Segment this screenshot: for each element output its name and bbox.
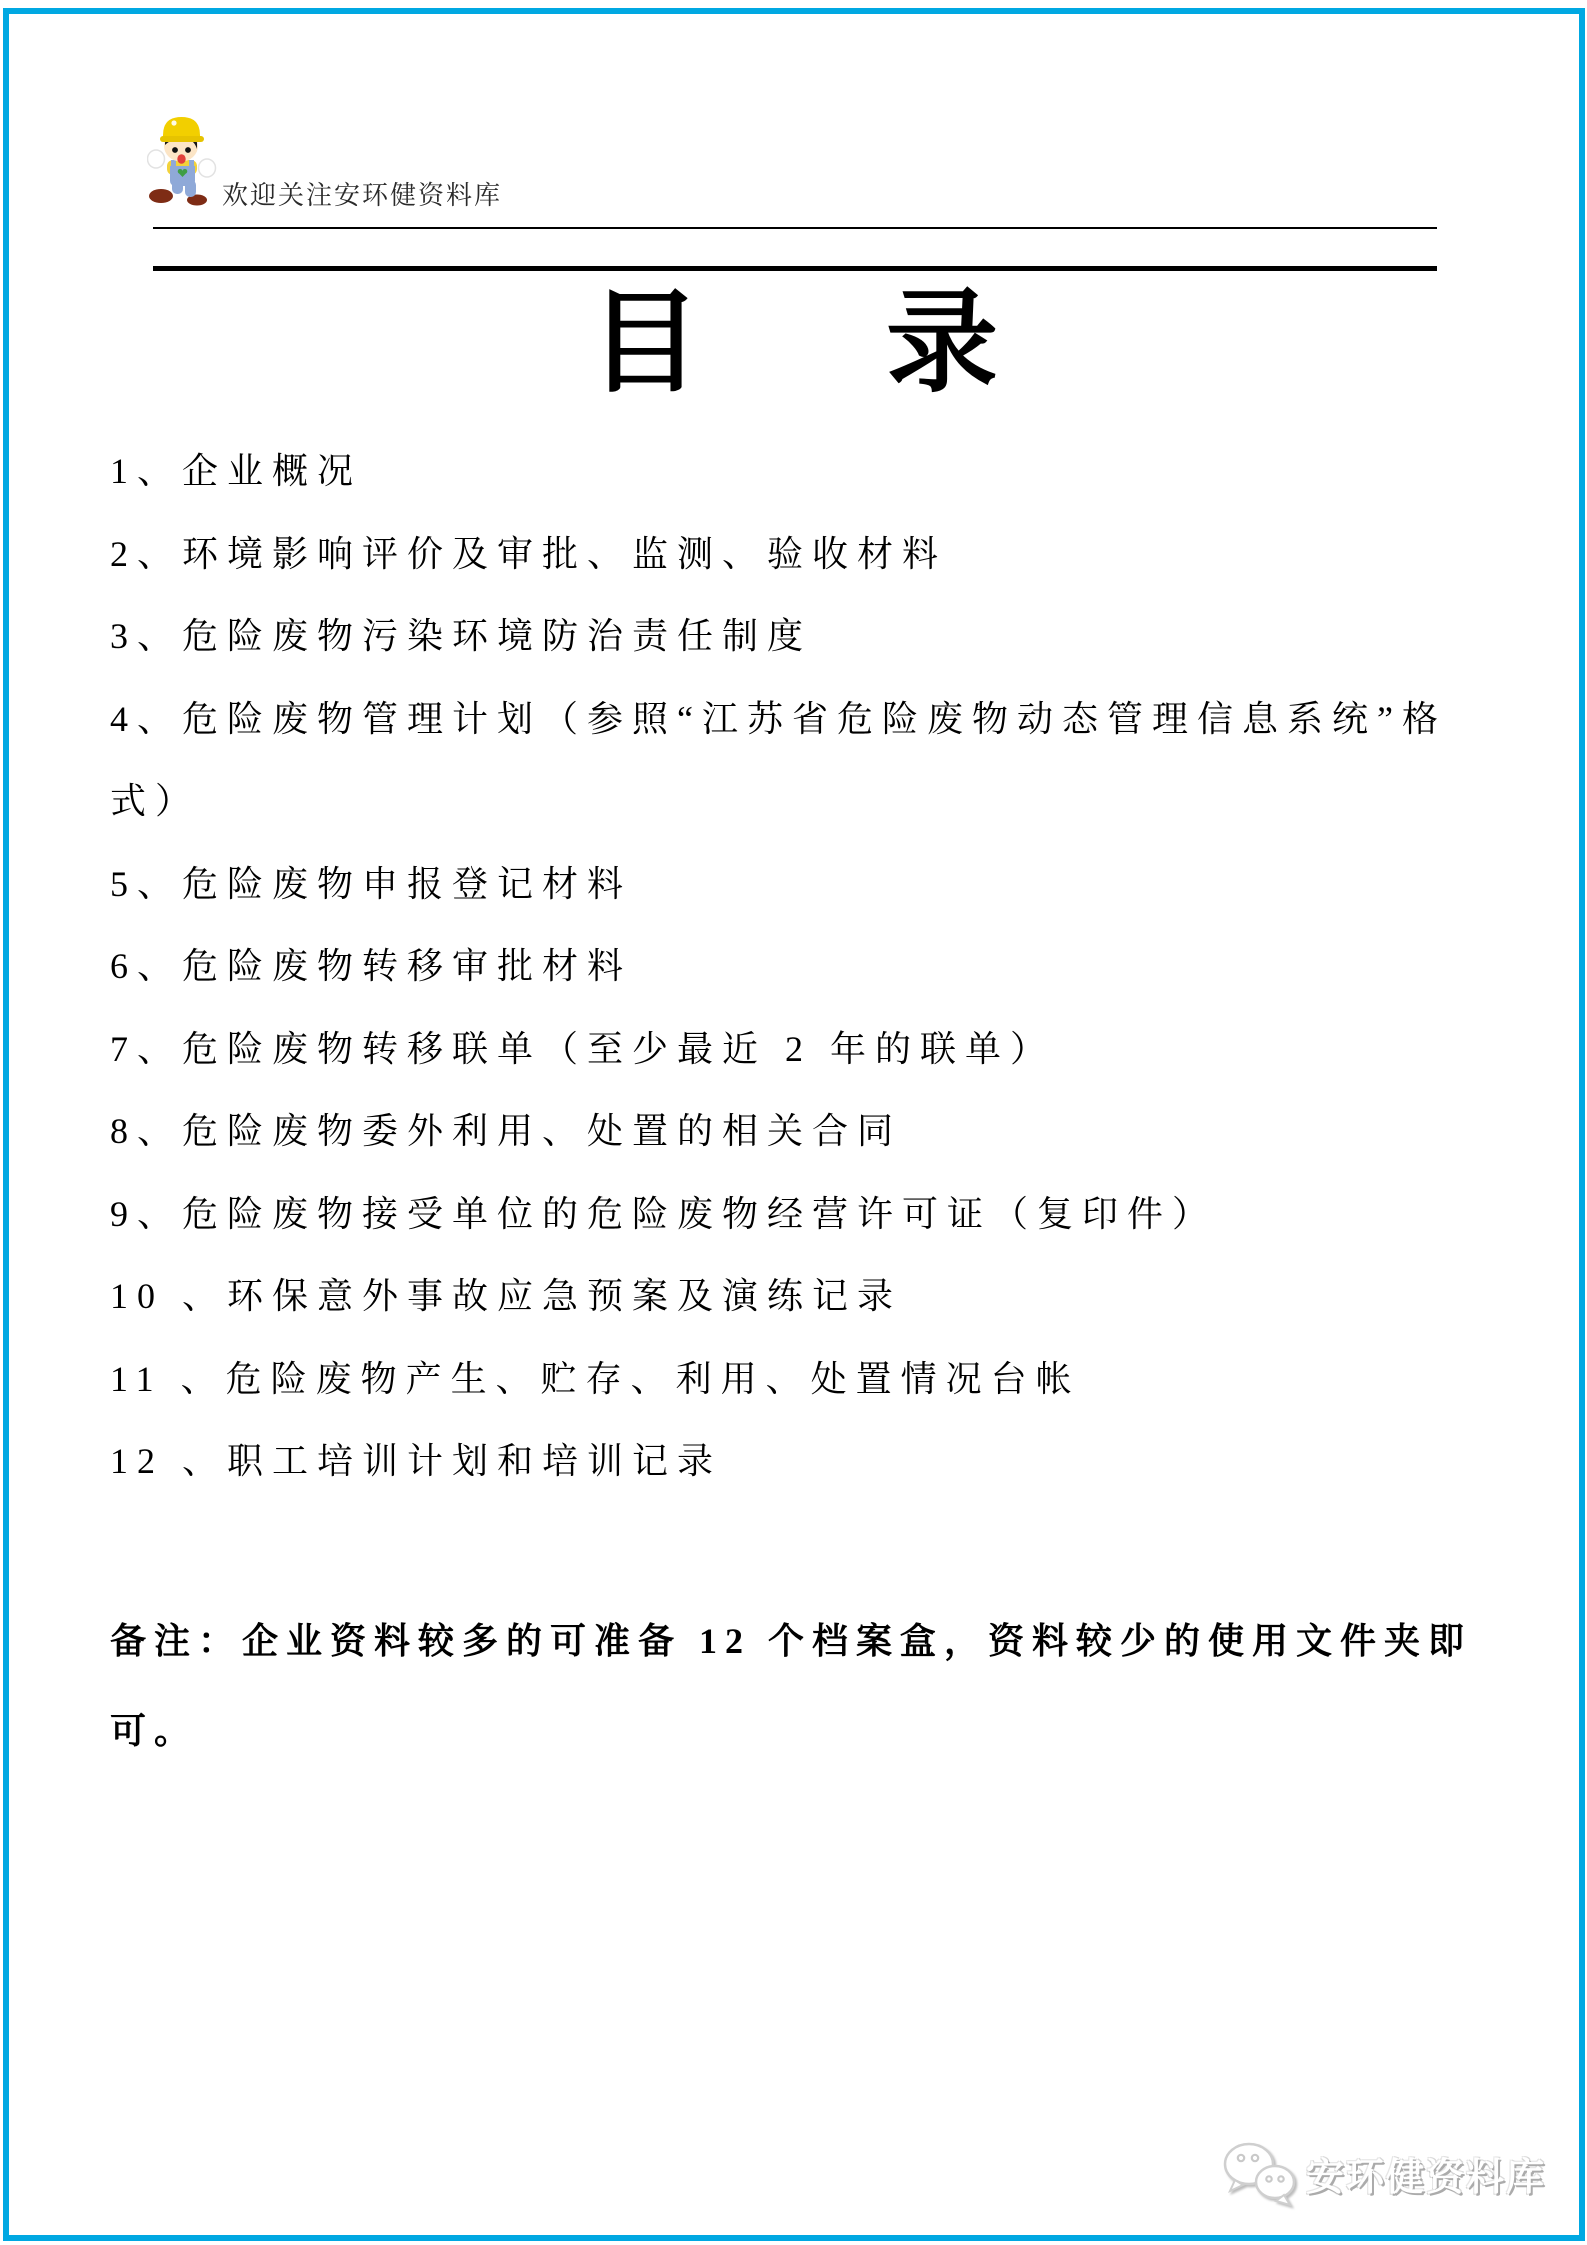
toc-item-number: 6、 (110, 946, 183, 986)
toc-item-number: 4、 (110, 698, 183, 739)
toc-item-text: 环境影响评价及审批、监测、验收材料 (182, 533, 948, 574)
toc-item-6 (110, 925, 1510, 1008)
toc-item-text: 危险废物委外利用、处置的相关合同 (182, 1111, 903, 1151)
toc-item-text: 危险废物转移联单（至少最近 2 年的联单） (182, 1028, 1056, 1069)
toc-item-text: 危险废物污染环境防治责任制度 (182, 616, 813, 656)
header-divider-thin (153, 227, 1437, 229)
note-block (110, 1596, 1510, 1776)
toc-item-11 (110, 1338, 1510, 1421)
toc-item-text: 危险废物产生、贮存、利用、处置情况台帐 (225, 1358, 1081, 1399)
toc-item-text: 职工培训计划和培训记录 (227, 1441, 723, 1481)
toc-item-8 (110, 1090, 1510, 1173)
toc-item-number: 2、 (110, 533, 183, 574)
note-line-1: 备注：企业资料较多的可准备 12 个档案盒，资料较少的使用文件夹即 (110, 1621, 1473, 1661)
watermark-text: 安环健资料库 (1306, 2154, 1547, 2199)
page-title (0, 278, 1587, 408)
toc-item-number: 7、 (110, 1028, 183, 1069)
toc-item-number: 3、 (110, 616, 183, 656)
toc-item-1 (110, 430, 1510, 513)
worker-mascot-icon (147, 109, 217, 206)
note-line-2: 可。 (110, 1711, 199, 1751)
toc-item-number: 1、 (110, 451, 183, 491)
toc-item-4 (110, 678, 1510, 761)
toc-item-4-continuation (110, 760, 1510, 843)
toc-item-text: 危险废物管理计划（参照“江苏省危险废物动态管理信息系统”格 (182, 698, 1447, 739)
toc-item-text: 危险废物申报登记材料 (182, 863, 633, 904)
toc-item-9 (110, 1173, 1510, 1256)
toc-item-5 (110, 843, 1510, 926)
toc-item-2 (110, 513, 1510, 596)
toc-item-text: 企业概况 (182, 451, 363, 491)
toc-item-7 (110, 1008, 1510, 1091)
toc-item-text: 危险废物接受单位的危险废物经营许可证（复印件） (182, 1193, 1218, 1234)
toc-item-number: 5、 (110, 863, 183, 904)
toc-item-12 (110, 1420, 1510, 1503)
wechat-logo-icon (1222, 2138, 1298, 2208)
toc-item-number: 8、 (110, 1111, 183, 1151)
toc-item-number: 10 、 (110, 1276, 228, 1316)
toc-list (110, 430, 1510, 1503)
title-char-mu: 目 (589, 278, 701, 408)
watermark (1222, 2138, 1546, 2208)
title-char-lu: 录 (886, 278, 998, 408)
toc-item-number: 11 、 (110, 1358, 226, 1399)
header-slogan: 欢迎关注安环健资料库 (222, 180, 503, 210)
toc-item-number: 9、 (110, 1193, 183, 1234)
toc-item-text: 式） (110, 781, 201, 821)
header-divider-thick (153, 266, 1437, 271)
toc-item-text: 危险废物转移审批材料 (182, 946, 633, 986)
toc-item-10 (110, 1255, 1510, 1338)
toc-item-number: 12 、 (110, 1441, 228, 1481)
toc-item-text: 环保意外事故应急预案及演练记录 (227, 1276, 903, 1316)
toc-item-3 (110, 595, 1510, 678)
